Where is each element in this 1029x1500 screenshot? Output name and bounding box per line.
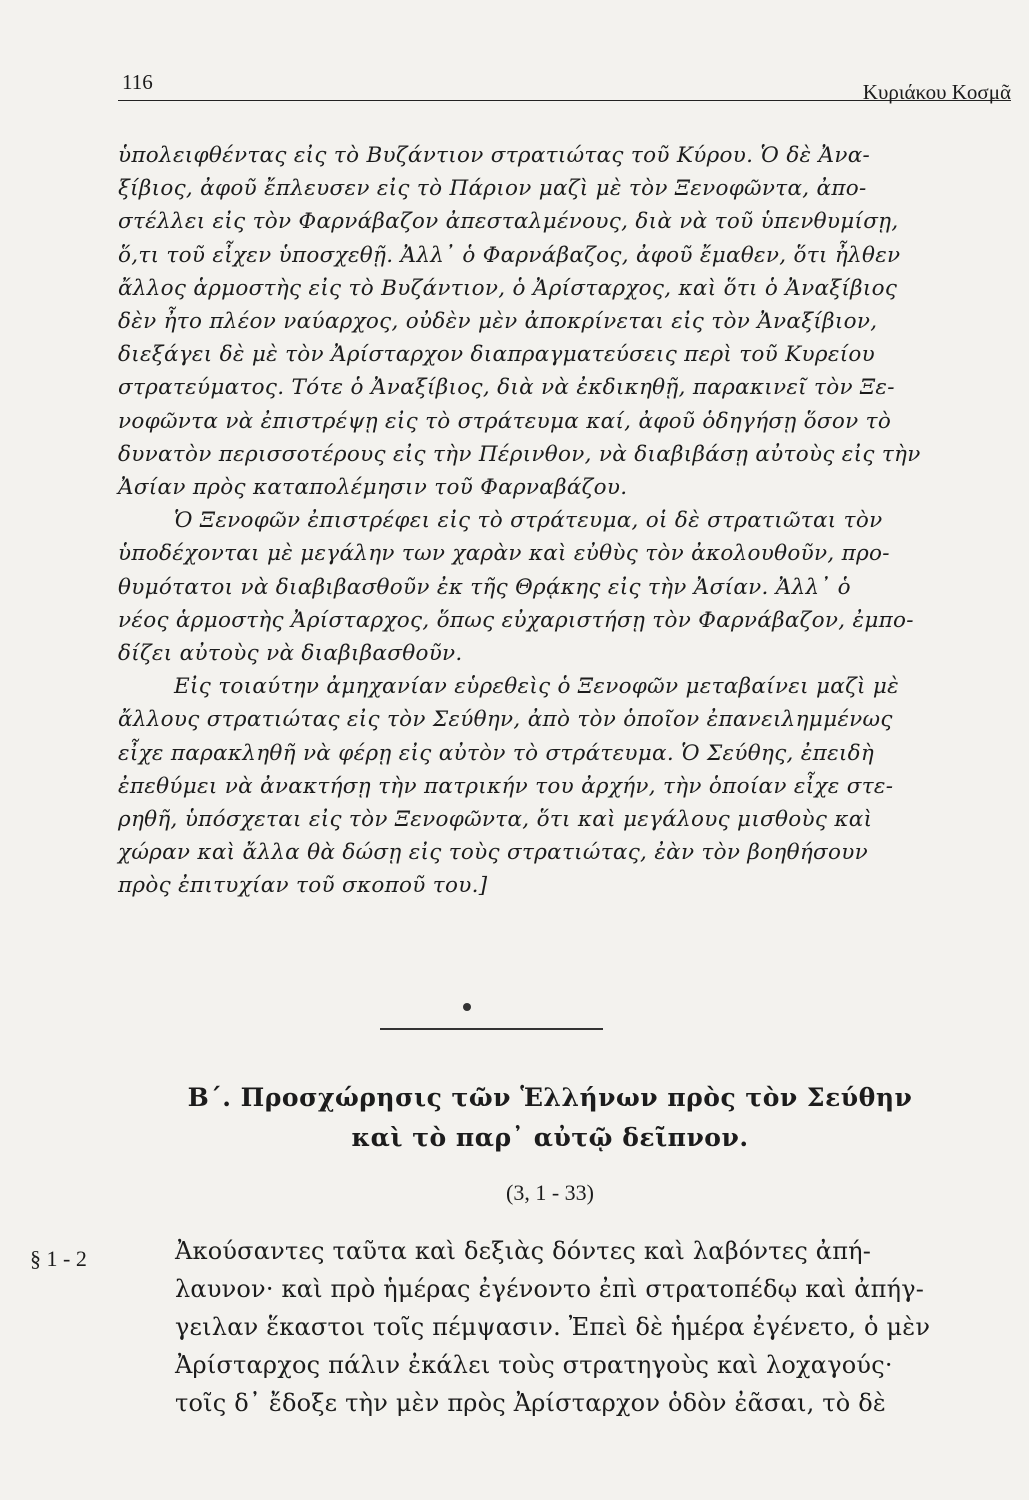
text-line: χώραν καὶ ἄλλα θὰ δώσῃ εἰς τοὺς στρατιώτας, ἐὰν τὸν βοηθήσουν (118, 840, 868, 866)
text-line: ὅ,τι τοῦ εἶχεν ὑποσχεθῇ. Ἀλλ᾽ ὁ Φαρνάβαζος, ἀφοῦ ἔμαθεν, ὅτι ἦλθεν (118, 242, 901, 268)
text-line: στρατεύματος. Τότε ὁ Ἀναξίβιος, διὰ νὰ ἐκδικηθῇ, παρακινεῖ τὸν Ξε- (118, 375, 895, 401)
text-line: θυμότατοι νὰ διαβιβασθοῦν ἐκ τῆς Θρᾴκης εἰς τὴν Ἀσίαν. Ἀλλ᾽ ὁ (118, 574, 851, 600)
commentary-block (118, 139, 1011, 903)
text-line: ὑπολειφθέντας εἰς τὸ Βυζάντιον στρατιώτας τοῦ Κύρου. Ὁ δὲ Ἀνα- (118, 143, 871, 168)
text-line: εἶχε παρακληθῆ νὰ φέρῃ εἰς αὐτὸν τὸ στράτευμα. Ὁ Σεύθης, ἐπειδὴ (118, 740, 875, 766)
text-line: Εἰς τοιαύτην ἀμηχανίαν εὑρεθεὶς ὁ Ξενοφῶν μεταβαίνει μαζὶ μὲ (174, 674, 899, 700)
text-line: νοφῶντα νὰ ἐπιστρέψῃ εἰς τὸ στράτευμα καί, ἀφοῦ ὁδηγήσῃ ὅσον τὸ (118, 408, 892, 434)
text-line: στέλλει εἰς τὸν Φαρνάβαζον ἀπεσταλμένους, διὰ νὰ τοῦ ὑπενθυμίσῃ, (118, 209, 899, 235)
commentary-paragraph-1 (118, 139, 1011, 504)
section-heading (150, 1078, 950, 1158)
text-line: τοῖς δ᾽ ἔδοξε τὴν μὲν πρὸς Ἀρίσταρχον ὁδὸν ἐᾶσαι, τὸ δὲ (175, 1389, 886, 1417)
text-line: Ἀρίσταρχος πάλιν ἐκάλει τοὺς στρατηγοὺς καὶ λοχαγούς· (175, 1351, 893, 1379)
text-line: Ὁ Ξενοφῶν ἐπιστρέφει εἰς τὸ στράτευμα, οἱ δὲ στρατιῶται τὸν (174, 508, 883, 534)
text-line: πρὸς ἐπιτυχίαν τοῦ σκοποῦ του.] (118, 873, 488, 899)
page-header (118, 70, 1011, 104)
margin-reference: § 1 - 2 (30, 1246, 87, 1271)
text-line: ξίβιος, ἀφοῦ ἔπλευσεν εἰς τὸ Πάριον μαζὶ μὲ τὸν Ξενοφῶντα, ἀπο- (118, 176, 867, 202)
text-line: ἄλλος ἁρμοστὴς εἰς τὸ Βυζάντιον, ὁ Ἀρίσταρχος, καὶ ὅτι ὁ Ἀναξίβιος (118, 275, 898, 301)
section-heading-line: Β΄. Προσχώρησις τῶν Ἑλλήνων πρὸς τὸν Σεύθην (187, 1083, 913, 1112)
section-divider (380, 1028, 603, 1030)
ornament-dot (463, 1003, 471, 1011)
text-line: δὲν ἦτο πλέον ναύαρχος, οὐδὲν μὲν ἀποκρίνεται εἰς τὸν Ἀναξίβιον, (118, 309, 878, 335)
section-heading-line: καὶ τὸ παρ᾽ αὐτῷ δεῖπνον. (351, 1123, 749, 1152)
commentary-paragraph-3 (118, 670, 1011, 902)
running-title: Κυριάκου Κοσμᾶ (862, 80, 1011, 104)
text-line: δίζει αὐτοὺς νὰ διαβιβασθοῦν. (118, 641, 463, 667)
text-line: Ἀσίαν πρὸς καταπολέμησιν τοῦ Φαρναβάζου. (118, 475, 628, 501)
text-line: διεξάγει δὲ μὲ τὸν Ἀρίσταρχον διαπραγματεύσεις περὶ τοῦ Κυρείου (118, 342, 876, 368)
text-line: δυνατὸν περισσοτέρους εἰς τὴν Πέρινθον, νὰ διαβιβάσῃ αὐτοὺς εἰς τὴν (118, 441, 921, 467)
text-line: ἐπεθύμει νὰ ἀνακτήσῃ τὴν πατρικήν του ἀρχήν, τὴν ὁποίαν εἶχε στε- (118, 773, 894, 799)
text-line: λαυνον· καὶ πρὸ ἡμέρας ἐγένοντο ἐπὶ στρατοπέδῳ καὶ ἀπήγ- (175, 1275, 925, 1303)
text-line: γειλαν ἕκαστοι τοῖς πέμψασιν. Ἐπεὶ δὲ ἡμέρα ἐγένετο, ὁ μὲν (175, 1313, 931, 1341)
greek-paragraph (175, 1232, 1001, 1422)
text-line: νέος ἁρμοστὴς Ἀρίσταρχος, ὅπως εὐχαριστήσῃ τὸν Φαρνάβαζον, ἐμπο- (118, 607, 914, 633)
text-line: ἄλλους στρατιώτας εἰς τὸν Σεύθην, ἀπὸ τὸν ὁποῖον ἐπανειλημμένως (118, 707, 893, 733)
section-reference: (3, 1 - 33) (506, 1180, 594, 1205)
commentary-paragraph-2 (118, 504, 1011, 670)
text-line: Ἀκούσαντες ταῦτα καὶ δεξιὰς δόντες καὶ λαβόντες ἀπή- (175, 1237, 872, 1265)
page-number: 116 (122, 70, 153, 94)
text-line: ρηθῆ, ὑπόσχεται εἰς τὸν Ξενοφῶντα, ὅτι καὶ μεγάλους μισθοὺς καὶ (118, 807, 873, 833)
text-line: ὑποδέχονται μὲ μεγάλην των χαρὰν καὶ εὐθὺς τὸν ἀκολουθοῦν, προ- (118, 541, 890, 567)
greek-text-block (175, 1232, 1001, 1422)
